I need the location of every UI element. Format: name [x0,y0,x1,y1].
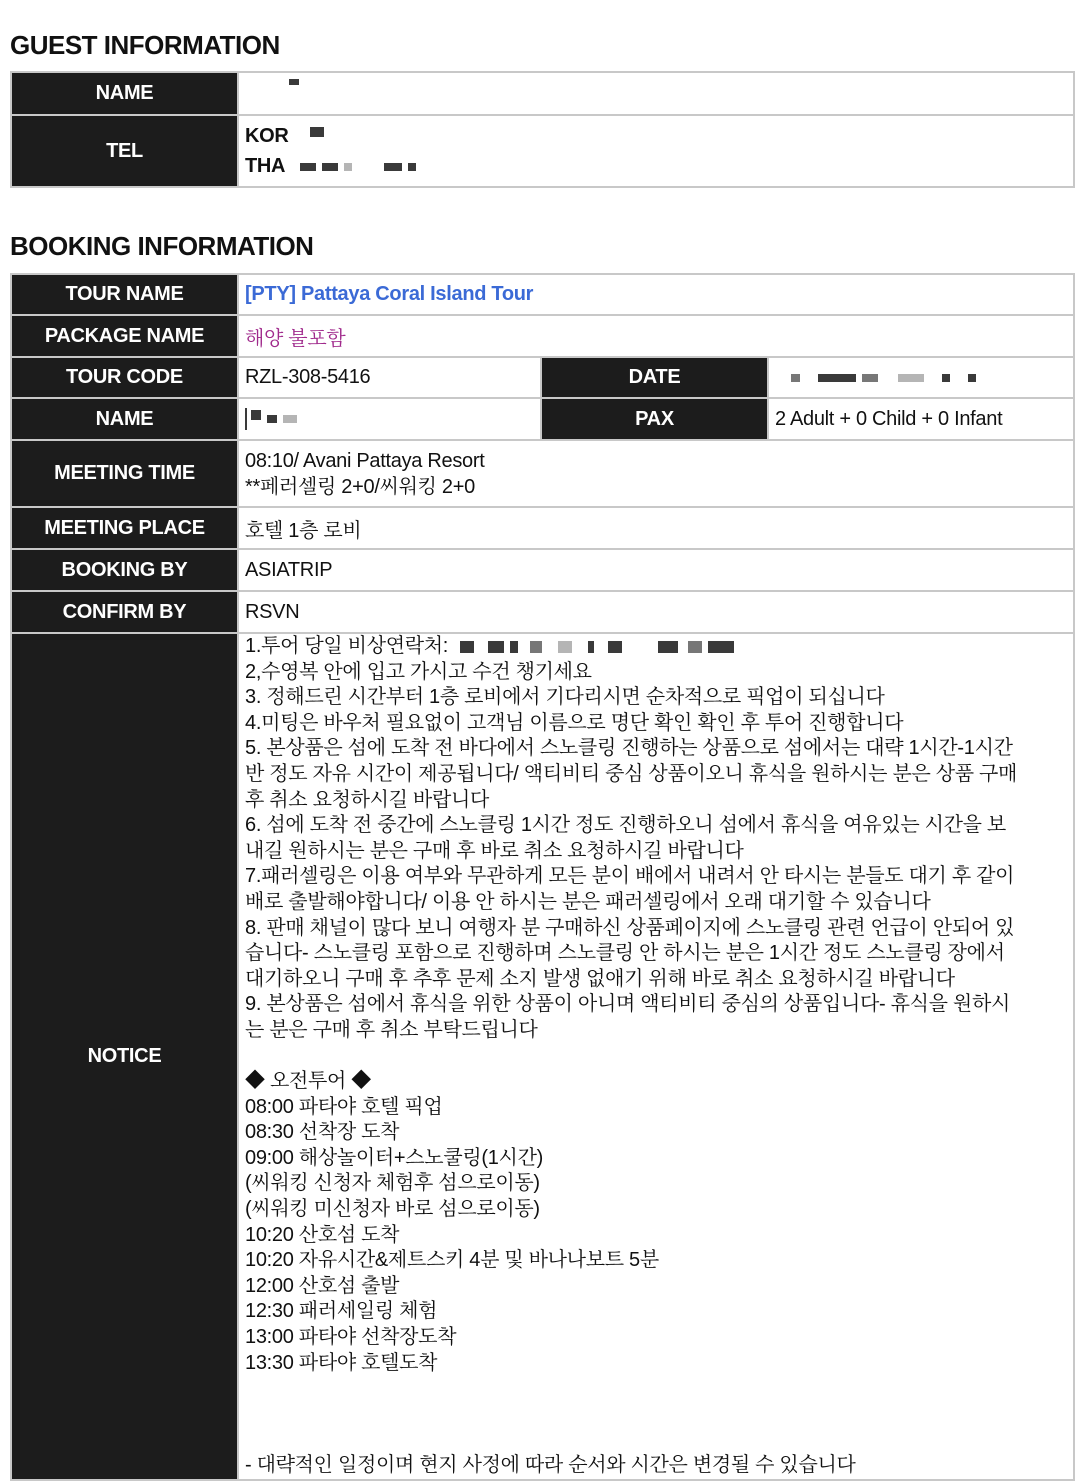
redacted-block [267,415,277,423]
notice-line: 내길 원하시는 분은 구매 후 바로 취소 요청하시길 바랍니다 [245,839,744,862]
redacted-block [300,163,316,171]
tour-code-label: TOUR CODE [11,357,238,398]
booking-by-row [11,549,1074,591]
guest-tel-label: TEL [11,115,238,187]
notice-line: 08:30 선착장 도착 [245,1121,400,1144]
notice-line [245,1376,1067,1402]
redacted-block [322,163,338,171]
meeting-place-value: 호텔 1층 로비 [238,507,1074,549]
notice-line: 12:30 패러세일링 체험 [245,1300,438,1323]
booking-by-value: ASIATRIP [238,549,1074,591]
meeting-time-label: MEETING TIME [11,440,238,507]
notice-line: 1.투어 당일 비상연락처: [245,634,1067,660]
notice-line: 3. 정해드린 시간부터 1층 로비에서 기다리시면 순차적으로 픽업이 되십니다 [245,686,885,709]
package-name-value [238,315,1074,357]
redacted-block [968,374,976,382]
package-name-label: PACKAGE NAME [11,315,238,357]
redacted-block [558,641,572,653]
confirm-by-value: RSVN [238,591,1074,633]
tour-name-label: TOUR NAME [11,274,238,315]
guest-name-label: NAME [11,72,238,115]
redacted-block [245,408,247,430]
booking-name-label: NAME [11,398,238,440]
confirm-by-row [11,591,1074,633]
notice-line: 반 정도 자유 시간이 제공됩니다/ 액티비티 중심 상품이오니 휴식을 원하시는 분은 상품 구매 [245,762,1018,785]
redacted-block [608,641,622,653]
meeting-time-value [238,440,1074,507]
guest-name-value [238,72,1074,115]
package-name-text: 해양 불포함 [245,327,346,350]
redacted-block [283,415,297,423]
guest-tel-row [11,115,1074,187]
notice-line: (씨워킹 미신청자 바로 섬으로이동) [245,1198,540,1221]
notice-line: 7.패러셀링은 이용 여부와 무관하게 모든 분이 배에서 내려서 안 타시는 분들도 대기 후 같이 [245,865,1015,888]
package-name-row [11,315,1074,357]
notice-line: 후 취소 요청하시길 바랍니다 [245,788,490,811]
tour-name-link[interactable] [238,274,1074,315]
notice-row [11,633,1074,1480]
notice-line: 배로 출발해야합니다/ 이용 안 하시는 분은 패러셀링에서 오래 대기할 수 있습니다 [245,890,931,913]
meeting-time-line1: 08:10/ Avani Pattaya Resort [245,449,485,472]
booking-name-row [11,398,1074,440]
confirm-by-label: CONFIRM BY [11,591,238,633]
redacted-block [460,641,474,653]
notice-line: (씨워킹 신청자 체험후 섬으로이동) [245,1172,540,1195]
redacted-block [344,163,352,171]
notice-line: 는 분은 구매 후 취소 부탁드립니다 [245,1018,538,1041]
notice-line: 4.미팅은 바우처 필요없이 고객님 이름으로 명단 확인 확인 후 투어 진행합니다 [245,711,904,734]
notice-line: ◆ 오전투어 ◆ [245,1070,371,1093]
notice-line [245,1044,1067,1070]
notice-line: 08:00 파타야 호텔 픽업 [245,1095,443,1118]
redacted-block [658,641,678,653]
tour-code-value: RZL-308-5416 [238,357,541,398]
notice-line: 13:00 파타야 선착장도착 [245,1326,457,1349]
guest-name-row [11,72,1074,115]
tel-kor-prefix: KOR [245,125,289,147]
redacted-block [818,374,856,382]
notice-line: 8. 판매 채널이 많다 보니 여행자 분 구매하신 상품페이지에 스노클링 관련 언급이 안되어 있 [245,916,1015,939]
notice-line: 6. 섬에 도착 전 중간에 스노클링 1시간 정도 진행하오니 섬에서 휴식을 여유있는 시간을 보 [245,814,1006,837]
booking-section-title: BOOKING INFORMATION [10,231,314,261]
tour-code-row [11,357,1074,398]
notice-line: 2,수영복 안에 입고 가시고 수건 챙기세요 [245,660,592,683]
notice-content [238,633,1074,1480]
booking-info-table [10,273,1075,1481]
pax-value: 2 Adult + 0 Child + 0 Infant [768,398,1074,440]
redacted-block [862,374,878,382]
redacted-block [942,374,950,382]
tel-tha-line [245,151,1067,181]
redacted-block [510,641,518,653]
redacted-block [588,641,594,653]
notice-line: 13:30 파타야 호텔도착 [245,1351,438,1374]
meeting-time-row [11,440,1074,507]
redacted-block [310,127,324,137]
guest-info-table [10,71,1075,188]
booking-by-label: BOOKING BY [11,549,238,591]
redacted-block [530,641,542,653]
notice-line: 습니다- 스노클링 포함으로 진행하며 스노클링 안 하시는 분은 1시간 정도 스노클링 장에서 [245,942,1005,965]
notice-label: NOTICE [11,633,238,1480]
redacted-block [791,374,800,382]
notice-line: 9. 본상품은 섬에서 휴식을 위한 상품이 아니며 액티비티 중심의 상품입니다- 휴식을 원하시 [245,993,1010,1016]
tour-name-text[interactable]: [PTY] Pattaya Coral Island Tour [245,283,534,305]
redacted-block [384,163,402,171]
pax-label: PAX [541,398,768,440]
meeting-time-line2: **페러셀링 2+0/씨워킹 2+0 [245,475,475,498]
guest-section-title: GUEST INFORMATION [10,30,280,60]
date-value [768,357,1074,398]
notice-line: 12:00 산호섬 출발 [245,1274,400,1297]
notice-line: 5. 본상품은 섬에 도착 전 바다에서 스노클링 진행하는 상품으로 섬에서는 대략 1시간-1시간 [245,737,1013,760]
redacted-block [488,641,504,653]
redacted-block [251,410,261,420]
notice-line: 대기하오니 구매 후 추후 문제 소지 발생 없애기 위해 바로 취소 요청하시길 바랍니다 [245,967,955,990]
tour-name-row [11,274,1074,315]
date-label: DATE [541,357,768,398]
booking-name-value [238,398,541,440]
meeting-place-label: MEETING PLACE [11,507,238,549]
redacted-block [289,79,299,85]
guest-tel-value [238,115,1074,187]
meeting-place-row [11,507,1074,549]
redacted-block [898,374,924,382]
notice-line: - 대략적인 일정이며 현지 사정에 따라 순서와 시간은 변경될 수 있습니다 [245,1454,856,1476]
notice-lines [245,634,1067,1479]
tel-tha-prefix: THA [245,155,285,177]
notice-line: 10:20 자유시간&제트스키 4분 및 바나나보트 5분 [245,1249,659,1272]
redacted-block [708,641,734,653]
redacted-block [688,641,702,653]
notice-line: 09:00 해상놀이터+스노쿨링(1시간) [245,1146,543,1169]
notice-line: 10:20 산호섬 도착 [245,1223,400,1246]
tel-kor-line [245,121,1067,151]
redacted-block [408,163,416,171]
notice-line [245,1427,1067,1453]
notice-line [245,1402,1067,1428]
